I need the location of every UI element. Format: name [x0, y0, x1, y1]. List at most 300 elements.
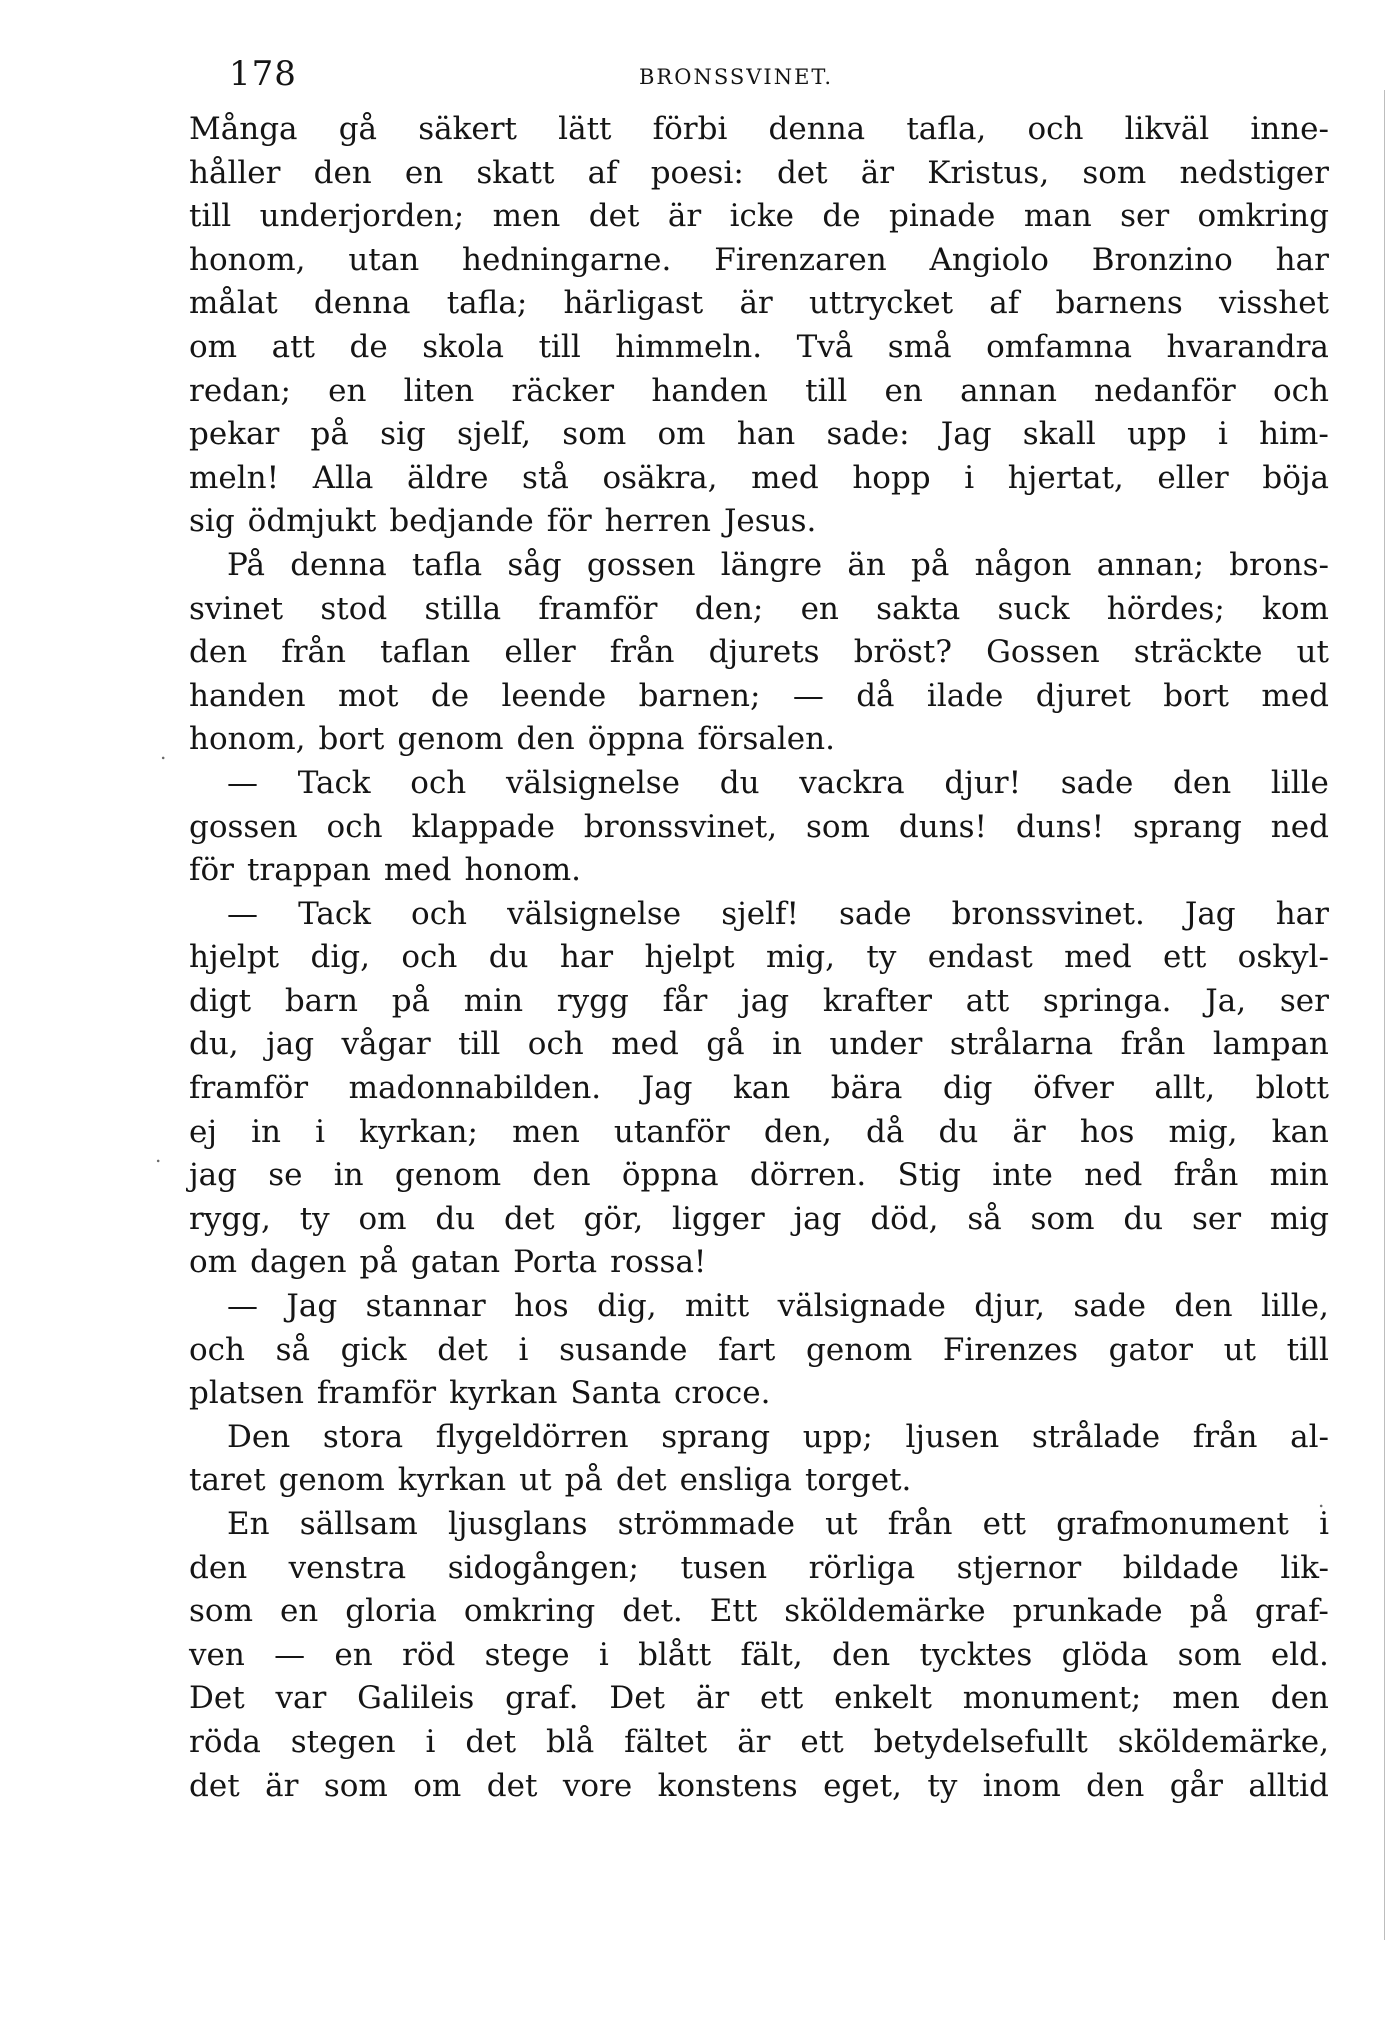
- margin-dot: .: [160, 740, 167, 764]
- word: ljusglans: [447, 1506, 588, 1542]
- word: tafla;: [446, 285, 528, 322]
- word: de: [349, 328, 388, 365]
- word: du: [719, 764, 760, 801]
- word: underjorden;: [259, 198, 465, 235]
- word: utanför: [613, 1113, 730, 1150]
- word: madonnabilden.: [348, 1070, 602, 1107]
- word: Tack: [298, 895, 371, 932]
- word: —: [792, 677, 824, 714]
- word: stå: [522, 459, 569, 496]
- word: för: [546, 503, 592, 540]
- word: bort: [318, 721, 385, 758]
- word: omkring: [1197, 198, 1329, 235]
- word: till: [189, 198, 232, 235]
- word: den: [189, 634, 248, 671]
- word: endast: [927, 939, 1033, 976]
- word: strålade: [1031, 1418, 1161, 1455]
- text-line: [189, 326, 1329, 370]
- word: ensliga: [679, 1462, 792, 1499]
- word: ljusen: [905, 1418, 1000, 1455]
- word: den: [189, 1549, 248, 1586]
- word: mitt: [684, 1288, 750, 1325]
- word: sakta: [876, 590, 961, 627]
- word: fält,: [740, 1636, 803, 1673]
- word: det: [503, 1200, 555, 1237]
- word: från: [1192, 1418, 1258, 1455]
- word: Kristus,: [927, 154, 1050, 191]
- word: och: [401, 939, 458, 976]
- word: kyrkan: [397, 1462, 507, 1499]
- word: för: [189, 852, 234, 889]
- text-line: [189, 849, 1329, 893]
- word: om: [413, 1767, 462, 1804]
- word: Jag: [286, 1288, 338, 1325]
- word: i: [315, 1113, 326, 1150]
- word: annan: [960, 372, 1057, 409]
- word: Alla: [312, 459, 374, 496]
- word: från: [1173, 1157, 1239, 1194]
- word: i: [425, 1723, 436, 1760]
- word: ut: [825, 1506, 858, 1542]
- word: sjelf,: [457, 416, 532, 453]
- word: tafla,: [906, 111, 987, 147]
- word: sade:: [826, 416, 910, 453]
- word: alltid: [1248, 1767, 1329, 1804]
- word: sköldemärke,: [1117, 1723, 1329, 1760]
- word: ilade: [926, 677, 1004, 714]
- word: Ja,: [1205, 982, 1247, 1019]
- word: djurets: [708, 634, 820, 671]
- word: gatan: [410, 1244, 501, 1281]
- word: pinade: [889, 198, 996, 235]
- word: Jesus.: [723, 503, 817, 540]
- word: öfver: [1033, 1070, 1114, 1107]
- word: hos: [514, 1288, 569, 1325]
- word: sig: [380, 416, 426, 453]
- word: djur!: [944, 764, 1022, 801]
- word: barnens: [1055, 285, 1183, 322]
- word: ser: [1191, 1200, 1242, 1237]
- word: sade: [1073, 1288, 1146, 1325]
- word: ty: [927, 1767, 958, 1804]
- word: platsen: [189, 1375, 304, 1412]
- word: af: [989, 285, 1020, 322]
- word: sade: [839, 895, 912, 932]
- word: som: [562, 416, 627, 453]
- word: mig: [1269, 1200, 1329, 1237]
- word: mig,: [1168, 1113, 1238, 1150]
- text-line: [189, 1677, 1329, 1721]
- word: är: [860, 154, 895, 191]
- word: som: [805, 808, 870, 845]
- word: den: [1173, 764, 1232, 801]
- word: han: [736, 416, 796, 453]
- text-line: [189, 806, 1329, 850]
- word: jag: [741, 982, 790, 1019]
- word: Bronzino: [1091, 241, 1233, 278]
- word: Ett: [709, 1593, 758, 1630]
- word: gossen: [586, 546, 696, 583]
- word: som: [189, 1593, 253, 1630]
- word: Stig: [897, 1157, 961, 1194]
- word: ser: [1279, 982, 1329, 1019]
- word: kyrkan: [449, 1375, 558, 1412]
- word: äldre: [407, 459, 489, 496]
- word: stod: [320, 590, 388, 627]
- word: —: [227, 895, 258, 932]
- word: kyrkan;: [359, 1113, 478, 1150]
- word: den: [832, 1636, 891, 1673]
- word: in: [772, 1026, 802, 1063]
- word: bröst?: [853, 634, 953, 671]
- word: välsignelse: [505, 764, 681, 801]
- word: med: [1261, 677, 1329, 714]
- word: från: [609, 634, 675, 671]
- word: monument;: [962, 1680, 1142, 1717]
- word: bort: [1163, 677, 1230, 714]
- word: och: [189, 1331, 245, 1368]
- word: in: [251, 1113, 281, 1150]
- word: pekar: [189, 416, 280, 453]
- page-number: 178: [229, 54, 297, 94]
- word: en: [884, 372, 923, 409]
- text-line: [189, 1765, 1329, 1809]
- word: på: [564, 1462, 603, 1499]
- word: omfamna: [986, 328, 1132, 365]
- word: vackra: [799, 764, 905, 801]
- word: det.: [622, 1593, 683, 1630]
- word: eller: [504, 634, 576, 671]
- word: på: [310, 416, 349, 453]
- word: ej: [189, 1113, 217, 1150]
- word: enkelt: [834, 1680, 932, 1717]
- text-line: [189, 1111, 1329, 1155]
- word: ödmjukt: [247, 503, 377, 540]
- word: denna: [768, 111, 866, 147]
- word: mot: [337, 677, 399, 714]
- word: vågar: [341, 1026, 431, 1063]
- word: fart: [718, 1331, 776, 1368]
- word: de: [430, 677, 470, 714]
- word: min: [1269, 1157, 1329, 1194]
- text-line: [189, 631, 1329, 675]
- word: den,: [763, 1113, 832, 1150]
- word: framför: [316, 1375, 437, 1412]
- word: denna: [290, 546, 387, 583]
- word: och: [1272, 372, 1329, 409]
- word: stilla: [424, 590, 502, 627]
- word: som: [1082, 154, 1147, 191]
- word: du: [488, 939, 529, 976]
- word: så: [275, 1331, 311, 1368]
- text-line: [189, 718, 1329, 762]
- page-header: [189, 50, 1329, 100]
- text-line: [189, 500, 1329, 544]
- word: det: [437, 1331, 488, 1368]
- word: på: [359, 1244, 398, 1281]
- word: croce.: [674, 1375, 771, 1412]
- word: lampan: [1212, 1026, 1329, 1063]
- word: rörliga: [808, 1549, 916, 1586]
- word: springa.: [1042, 982, 1172, 1019]
- word: ty: [866, 939, 897, 976]
- text-line: [189, 1590, 1329, 1634]
- word: utan: [348, 241, 420, 278]
- word: hjelpt: [644, 939, 735, 976]
- word: Angiolo: [929, 241, 1049, 278]
- word: genom: [397, 721, 504, 758]
- word: från: [887, 1506, 953, 1542]
- word: meln!: [189, 459, 280, 496]
- word: Galileis: [357, 1680, 475, 1717]
- word: prunkade: [1012, 1593, 1163, 1630]
- text-line: [189, 980, 1329, 1024]
- word: annan;: [1096, 546, 1205, 583]
- word: gator: [1108, 1331, 1193, 1368]
- word: skatt: [476, 154, 555, 191]
- word: än: [847, 546, 886, 583]
- word: dig,: [597, 1288, 657, 1325]
- word: har: [559, 939, 614, 976]
- word: leende: [501, 677, 607, 714]
- word: lille,: [1261, 1288, 1329, 1325]
- word: från: [281, 634, 347, 671]
- word: eld.: [1270, 1636, 1329, 1673]
- word: taflan: [380, 634, 471, 671]
- word: En: [227, 1506, 270, 1542]
- word: i: [518, 1331, 529, 1368]
- word: en: [404, 154, 444, 191]
- word: flygeldörren: [435, 1418, 629, 1455]
- word: osäkra,: [602, 459, 718, 496]
- word: men: [492, 198, 561, 235]
- word: som: [1030, 1200, 1095, 1237]
- word: du: [435, 1200, 476, 1237]
- word: bronssvinet,: [583, 808, 778, 845]
- word: Jag: [940, 416, 992, 453]
- word: nedanför: [1094, 372, 1236, 409]
- running-title: BRONSSVINET.: [639, 65, 833, 89]
- word: räcker: [511, 372, 615, 409]
- word: allt,: [1154, 1070, 1216, 1107]
- word: ven: [189, 1636, 245, 1673]
- word: Gossen: [986, 634, 1100, 671]
- text-line: [189, 1329, 1329, 1373]
- word: På: [227, 546, 265, 583]
- word: ett: [800, 1723, 844, 1760]
- text-line: [189, 762, 1329, 806]
- word: upp;: [802, 1418, 873, 1455]
- word: det: [189, 1767, 240, 1804]
- word: det: [588, 198, 640, 235]
- margin-dot: .: [155, 1143, 162, 1167]
- word: barnen;: [638, 677, 761, 714]
- word: ty: [299, 1200, 330, 1237]
- word: ett: [982, 1506, 1026, 1542]
- word: öppna: [587, 721, 685, 758]
- word: den: [532, 1157, 591, 1194]
- word: tafla: [412, 546, 483, 583]
- text-line: [189, 1721, 1329, 1765]
- word: gå: [338, 111, 378, 147]
- word: men: [512, 1113, 580, 1150]
- word: Två: [796, 328, 854, 365]
- word: omkring: [463, 1593, 596, 1630]
- word: jag: [793, 1200, 842, 1237]
- word: min: [463, 982, 524, 1019]
- word: inte: [992, 1157, 1053, 1194]
- word: ligger: [672, 1200, 765, 1237]
- word: en: [334, 1636, 373, 1673]
- word: är: [739, 285, 773, 322]
- word: får: [662, 982, 708, 1019]
- word: och: [410, 764, 467, 801]
- word: har: [1275, 241, 1329, 278]
- word: är: [265, 1767, 299, 1804]
- word: i: [598, 1636, 609, 1673]
- word: målat: [189, 285, 278, 322]
- word: till: [458, 1026, 501, 1063]
- word: gloria: [345, 1593, 437, 1630]
- word: —: [274, 1636, 306, 1673]
- word: vore: [562, 1767, 633, 1804]
- word: strålarna: [949, 1026, 1094, 1063]
- word: om: [358, 1200, 407, 1237]
- word: jag: [189, 1157, 237, 1194]
- word: lätt: [558, 111, 612, 147]
- word: gå: [706, 1026, 745, 1063]
- text-line: [189, 370, 1329, 414]
- text-line: [189, 936, 1329, 980]
- word: him-: [1259, 416, 1329, 453]
- word: den: [1086, 1767, 1145, 1804]
- word: du: [1123, 1200, 1164, 1237]
- margin-dot: .: [1318, 1488, 1325, 1512]
- word: torget.: [804, 1462, 912, 1499]
- text-line: [189, 893, 1329, 937]
- word: eget,: [823, 1767, 902, 1804]
- word: rossa!: [610, 1244, 707, 1281]
- word: och: [411, 895, 468, 932]
- word: sidogången;: [447, 1549, 639, 1586]
- word: om: [189, 328, 238, 365]
- word: duns!: [898, 808, 988, 845]
- word: icke: [729, 198, 794, 235]
- word: Jag: [641, 1070, 693, 1107]
- word: skall: [1022, 416, 1096, 453]
- word: barn: [284, 982, 358, 1019]
- text-line: [189, 1241, 1329, 1285]
- word: om: [189, 1244, 238, 1281]
- word: in: [333, 1157, 364, 1194]
- text-line: [189, 413, 1329, 457]
- word: välsignade: [777, 1288, 946, 1325]
- word: i: [1319, 1506, 1329, 1542]
- word: trappan: [246, 852, 371, 889]
- word: från: [1120, 1026, 1186, 1063]
- word: hopp: [852, 459, 931, 496]
- word: till: [805, 372, 848, 409]
- word: sträckte: [1133, 634, 1263, 671]
- word: honom,: [189, 721, 306, 758]
- word: men: [1172, 1680, 1240, 1717]
- word: det: [465, 1723, 517, 1760]
- word: mig,: [766, 939, 836, 976]
- word: stora: [322, 1418, 404, 1455]
- word: uttrycket: [808, 285, 954, 322]
- text-line: [189, 1634, 1329, 1678]
- word: om: [657, 416, 706, 453]
- word: dagen: [250, 1244, 347, 1281]
- word: försalen.: [697, 721, 835, 758]
- word: —: [227, 764, 258, 801]
- text-line: [189, 588, 1329, 632]
- word: sade: [1060, 764, 1134, 801]
- word: framför: [538, 590, 658, 627]
- text-line: [189, 1372, 1329, 1416]
- word: likväl: [1124, 111, 1210, 147]
- text-line: [189, 152, 1329, 196]
- word: hvarandra: [1166, 328, 1329, 365]
- word: en: [279, 1593, 319, 1630]
- text-line: [189, 108, 1329, 152]
- word: någon: [974, 546, 1072, 583]
- word: blått: [638, 1636, 712, 1673]
- word: sällsam: [299, 1506, 418, 1542]
- word: genom: [278, 1462, 385, 1499]
- word: grafmonument: [1056, 1506, 1289, 1542]
- word: stegen: [290, 1723, 396, 1760]
- word: suck: [997, 590, 1070, 627]
- word: upp: [1127, 416, 1187, 453]
- word: nedstiger: [1179, 154, 1329, 191]
- word: ut: [1223, 1331, 1257, 1368]
- word: att: [271, 328, 315, 365]
- word: jag: [266, 1026, 315, 1063]
- word: en: [328, 372, 367, 409]
- word: blott: [1255, 1070, 1329, 1107]
- word: poesi:: [650, 154, 744, 191]
- text-line: [189, 544, 1329, 588]
- word: brons-: [1229, 546, 1329, 583]
- word: är: [737, 1723, 771, 1760]
- word: oskyl-: [1237, 939, 1329, 976]
- word: konstens: [657, 1767, 798, 1804]
- word: ned: [1084, 1157, 1143, 1194]
- text-line: [189, 675, 1329, 719]
- word: böja: [1262, 459, 1329, 496]
- word: död,: [870, 1200, 939, 1237]
- word: Firenzaren: [714, 241, 887, 278]
- word: himmeln.: [615, 328, 763, 365]
- word: stannar: [365, 1288, 486, 1325]
- text-line: [189, 1198, 1329, 1242]
- word: handen: [189, 677, 306, 714]
- word: gossen: [189, 808, 298, 845]
- word: hedningarne.: [462, 241, 672, 278]
- text-line: [189, 1285, 1329, 1329]
- word: då: [866, 1113, 905, 1150]
- text-line: [189, 457, 1329, 501]
- word: duns!: [1015, 808, 1105, 845]
- word: taret: [189, 1462, 266, 1499]
- word: fältet: [624, 1723, 708, 1760]
- word: i: [1217, 416, 1228, 453]
- text-line: [189, 1023, 1329, 1067]
- word: framför: [189, 1070, 309, 1107]
- word: visshet: [1218, 285, 1329, 322]
- word: på: [1189, 1593, 1228, 1630]
